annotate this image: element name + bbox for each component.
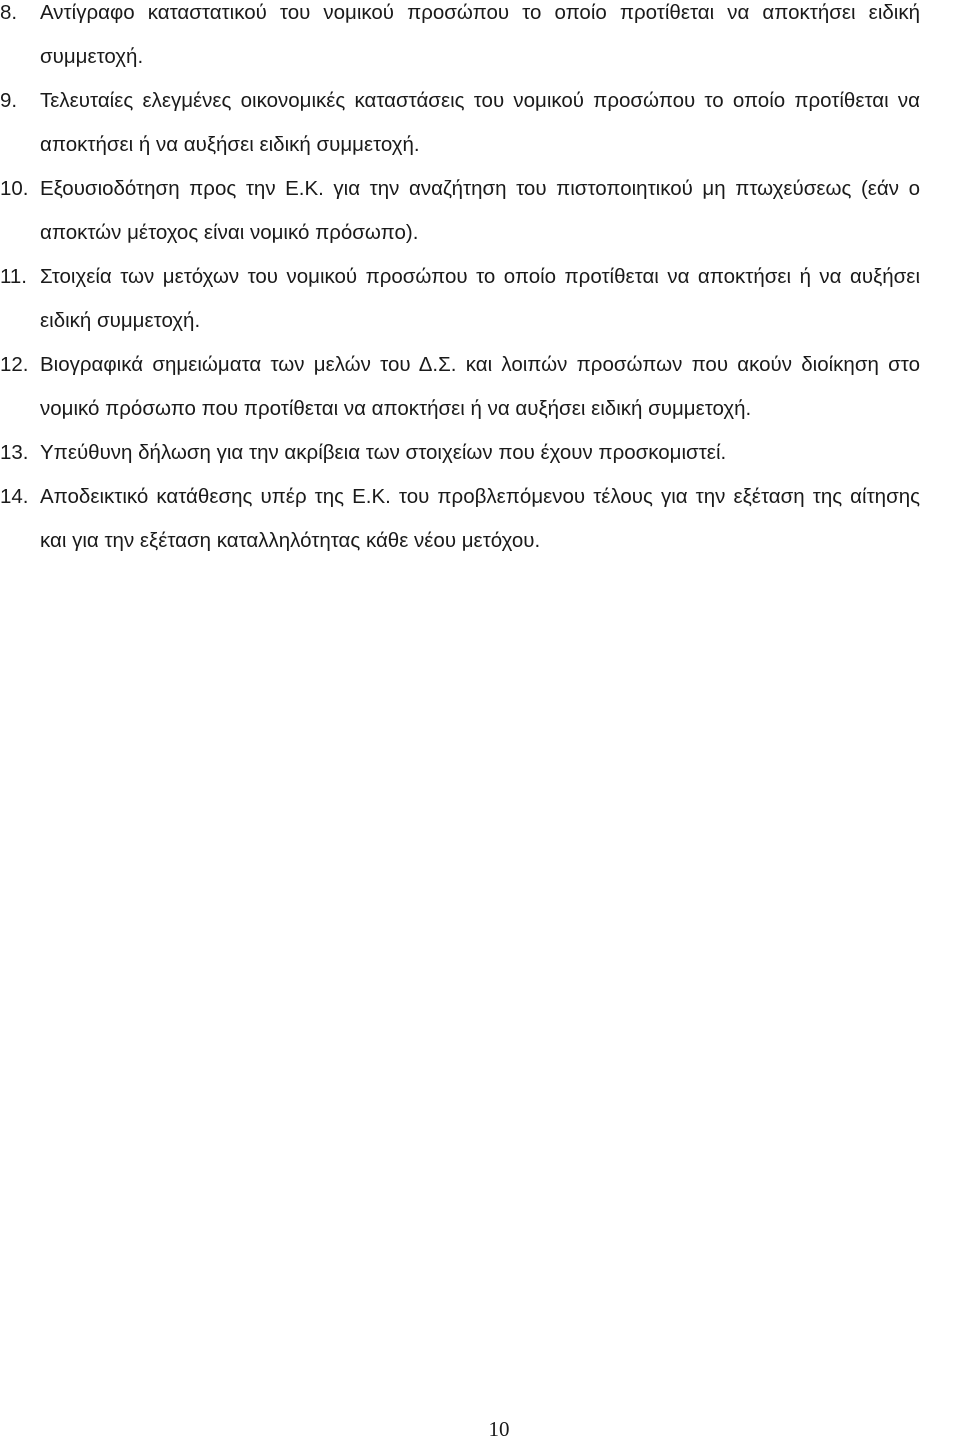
list-item (0, 431, 920, 475)
item-text: Υπεύθυνη δήλωση για την ακρίβεια των στοιχείων που έχουν προσκομιστεί. (40, 441, 727, 464)
item-number: 8. (0, 1, 18, 24)
list-item (0, 343, 920, 431)
item-number: 11. (0, 265, 27, 288)
item-text: Στοιχεία των μετόχων του νομικού προσώπου το οποίο προτίθεται να αποκτήσει ή να αυξήσει ειδική συμμετοχή. (40, 265, 920, 332)
item-text: Αποδεικτικό κατάθεσης υπέρ της Ε.Κ. του προβλεπόμενου τέλους για την εξέταση της αίτησης και για την εξέταση καταλληλότητας κάθε νέου μετόχου. (40, 485, 920, 552)
item-text: Εξουσιοδότηση προς την Ε.Κ. για την αναζήτηση του πιστοποιητικού μη πτωχεύσεως (εάν ο αποκτών μέτοχος είναι νομικό πρόσωπο). (40, 177, 920, 244)
page-number: 10 (488, 1417, 510, 1441)
item-text: Τελευταίες ελεγμένες οικονομικές καταστάσεις του νομικού προσώπου το οποίο προτίθεται να αποκτήσει ή να αυξήσει ειδική συμμετοχή. (40, 89, 920, 156)
list-item (0, 79, 920, 167)
list-item (0, 167, 920, 255)
item-number: 10. (0, 177, 29, 200)
list-item (0, 0, 920, 79)
item-number: 9. (0, 89, 18, 112)
requirements-list (0, 0, 960, 563)
item-number: 12. (0, 353, 29, 376)
list-item (0, 255, 920, 343)
item-text: Βιογραφικά σημειώματα των μελών του Δ.Σ. και λοιπών προσώπων που ακούν διοίκηση στο νομικό πρόσωπο που προτίθεται να αποκτήσει ή να αυξήσει ειδική συμμετοχή. (40, 353, 920, 420)
item-number: 13. (0, 441, 29, 464)
item-number: 14. (0, 485, 29, 508)
list-item (0, 475, 920, 563)
item-text: Αντίγραφο καταστατικού του νομικού προσώπου το οποίο προτίθεται να αποκτήσει ειδική συμμετοχή. (40, 1, 920, 68)
